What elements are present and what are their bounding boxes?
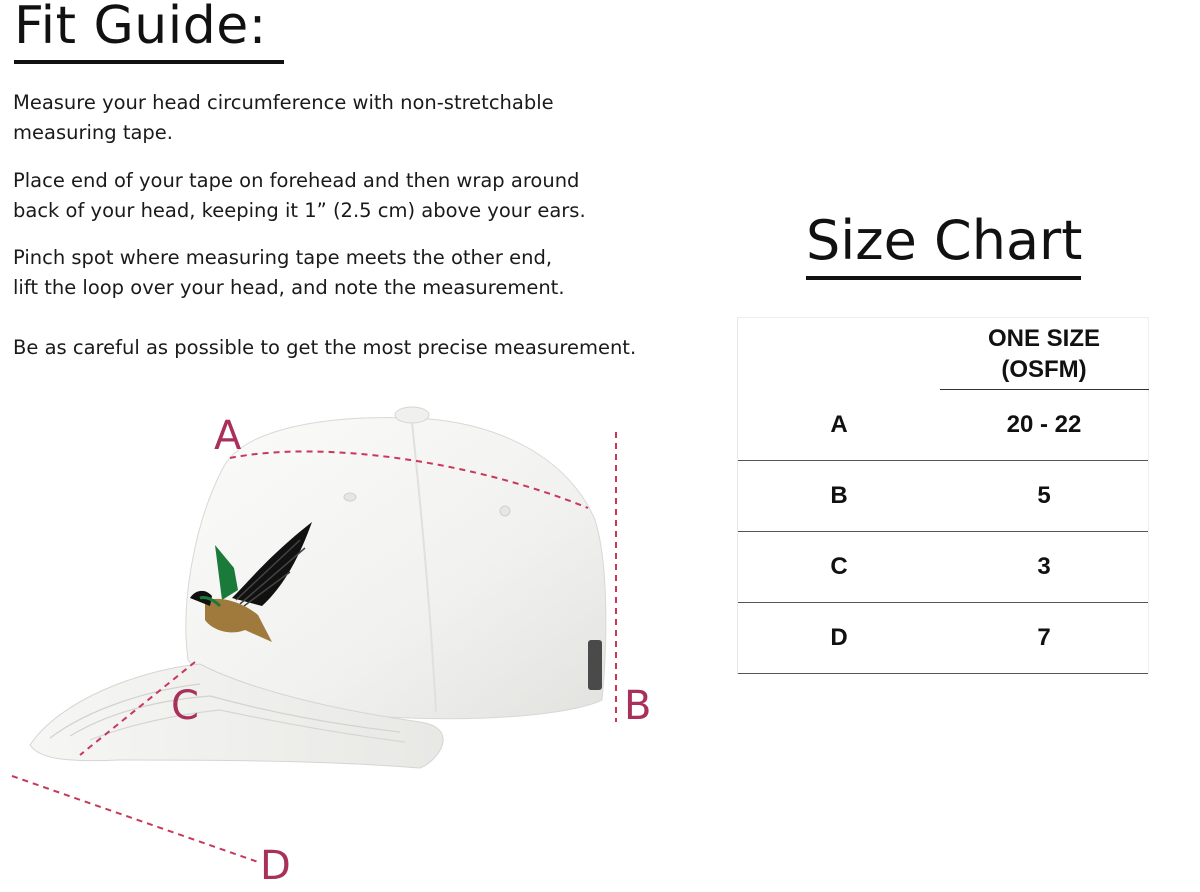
fit-guide-title: Fit Guide: xyxy=(14,0,267,56)
row-value: 7 xyxy=(940,603,1149,674)
measure-label-c: C xyxy=(171,683,199,729)
cap-eyelet xyxy=(344,493,356,501)
row-label: C xyxy=(738,532,941,603)
row-value: 3 xyxy=(940,532,1149,603)
header-blank-cell xyxy=(738,318,941,390)
measure-label-d: D xyxy=(260,843,291,889)
table-header-row xyxy=(738,318,1149,390)
table-row xyxy=(738,603,1149,674)
cap-crown xyxy=(186,413,606,719)
size-chart-table xyxy=(737,317,1149,674)
table-row xyxy=(738,532,1149,603)
size-chart-underline xyxy=(806,276,1081,280)
row-label: D xyxy=(738,603,941,674)
size-chart-title: Size Chart xyxy=(806,209,1083,272)
row-label: B xyxy=(738,461,941,532)
instruction-be-careful: Be as careful as possible to get the most precise measurement. xyxy=(13,336,637,359)
measure-line-d xyxy=(12,776,258,862)
instruction-place-tape: Place end of your tape on forehead and then wrap around back of your head, keeping it 1” (2.5 cm) above your ears. xyxy=(13,169,586,222)
cap-strap-tab xyxy=(588,640,602,690)
row-label: A xyxy=(738,390,941,461)
header-one-size: ONE SIZE (OSFM) xyxy=(940,318,1149,390)
fit-guide-underline xyxy=(14,60,284,64)
instruction-measure: Measure your head circumference with non-stretchable measuring tape. xyxy=(13,91,554,144)
measure-label-b: B xyxy=(624,683,652,729)
row-value: 20 - 22 xyxy=(940,390,1149,461)
cap-eyelet xyxy=(500,506,510,516)
measure-label-a: A xyxy=(214,413,242,459)
table-row xyxy=(738,461,1149,532)
cap-diagram xyxy=(0,395,700,892)
cap-top-button xyxy=(395,407,429,423)
row-value: 5 xyxy=(940,461,1149,532)
instruction-pinch-spot: Pinch spot where measuring tape meets the other end, lift the loop over your head, and note the measurement. xyxy=(13,246,565,299)
table-row xyxy=(738,390,1149,461)
